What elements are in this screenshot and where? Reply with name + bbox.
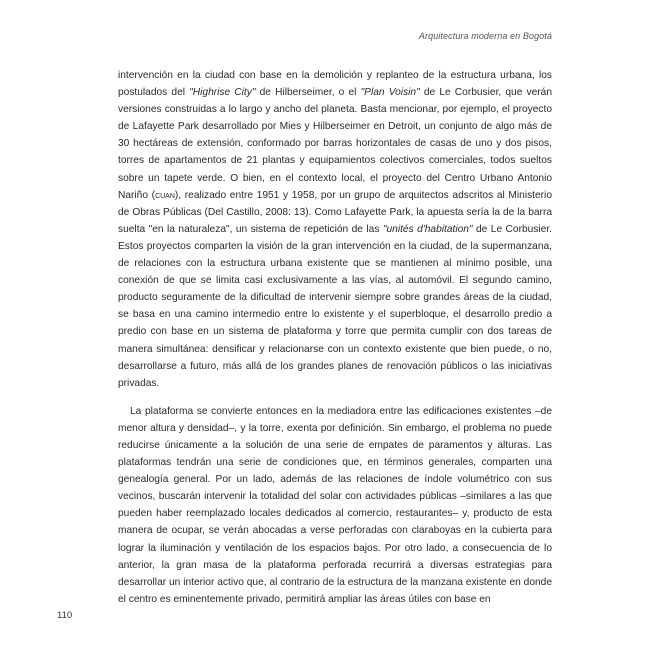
text-span: intervención en la ciudad con base en la demolición y replanteo de la estructura urbana, los postulados del (118, 70, 552, 99)
body-text (118, 67, 552, 608)
page-number: 110 (57, 610, 73, 621)
italic-term: "Plan Voisin" (360, 87, 420, 99)
running-header: Arquitectura moderna en Bogotá (418, 31, 552, 41)
italic-term: "Highrise City" (189, 87, 256, 99)
italic-term: "unités d'habitation" (382, 223, 473, 235)
paragraph-2: La plataforma se convierte entonces en la mediadora entre las edificaciones existentes –de menor altura y densidad–, y la torre, exenta por definición. Sin embargo, el problema no puede reducirse únicamente a la solución de una serie de empates de paramentos y alturas. Las plataformas tendrán una serie de condiciones que, en términos generales, comparten una genealogía general. Por un lado, además de las relaciones de índole volumétrico con sus vecinos, buscarán intervenir la totalidad del solar con actividades públicas –similares a las que pueden haber reemplazado locales dedicados al comercio, restaurantes– y, producto de esta manera de ocupar, se verán abocadas a verse perforadas con claraboyas en la cubierta para lograr la iluminación y ventilación de los espacios bajos. Por otro lado, a consecuencia de lo anterior, la gran masa de la plataforma perforada recurrirá a diversas estrategias para desarrollar un interior activo que, al contrario de la estructura de la manzana existente en donde el centro es eminentemente privado, permitirá ampliar las áreas útiles con base en (118, 405, 552, 605)
text-span: ), realizado entre 1951 y 1958, por un grupo de arquitectos adscritos al Ministerio de Obras Públicas (Del Castillo, 2008: 13). Como Lafayette Park, la apuesta sería la de la barra suelta "en la naturaleza", un sistema de repetición de las (118, 189, 552, 235)
abbreviation: cuan (155, 189, 175, 201)
text-span: de Le Corbusier. Estos proyectos comparten la visión de la gran intervención en la ciudad, de la supermanzana, de relaciones con la estructura urbana existente que se mantienen al mínimo posible, una conexión de que se limita casi exclusivamente a las vías, al automóvil. El segundo camino, producto seguramente de la dificultad de intervenir siempre sobre grandes áreas de la ciudad, se basa en una camino intermedio entre lo existente y el superbloque, el desarrollo predio a predio con base en un sistema de plataforma y torre que permita cumplir con dos tareas de manera simultánea: densificar y relacionarse con un contexto existente que bien puede, o no, desarrollarse a futuro, más allá de los grandes planes de renovación públicos o las iniciativas privadas. (118, 223, 552, 389)
paragraph-1 (118, 67, 552, 392)
text-span: de Le Corbusier, que verán versiones construidas a lo largo y ancho del planeta. Basta mencionar, por ejemplo, el proyecto de Lafayette Park desarrollado por Mies y Hilberseimer en Detroit, un conjunto de algo más de 30 hectáreas de extensión, conformado por barras horizontales de casas de uno y dos pisos, torres de apartamentos de 21 plantas y equipamientos colectivos comerciales, todos sueltos sobre un tapete verde. O bien, en el contexto local, el proyecto del Centro Urbano Antonio Nariño ( (118, 87, 552, 201)
text-span: de Hilberseimer, o el (255, 87, 361, 99)
